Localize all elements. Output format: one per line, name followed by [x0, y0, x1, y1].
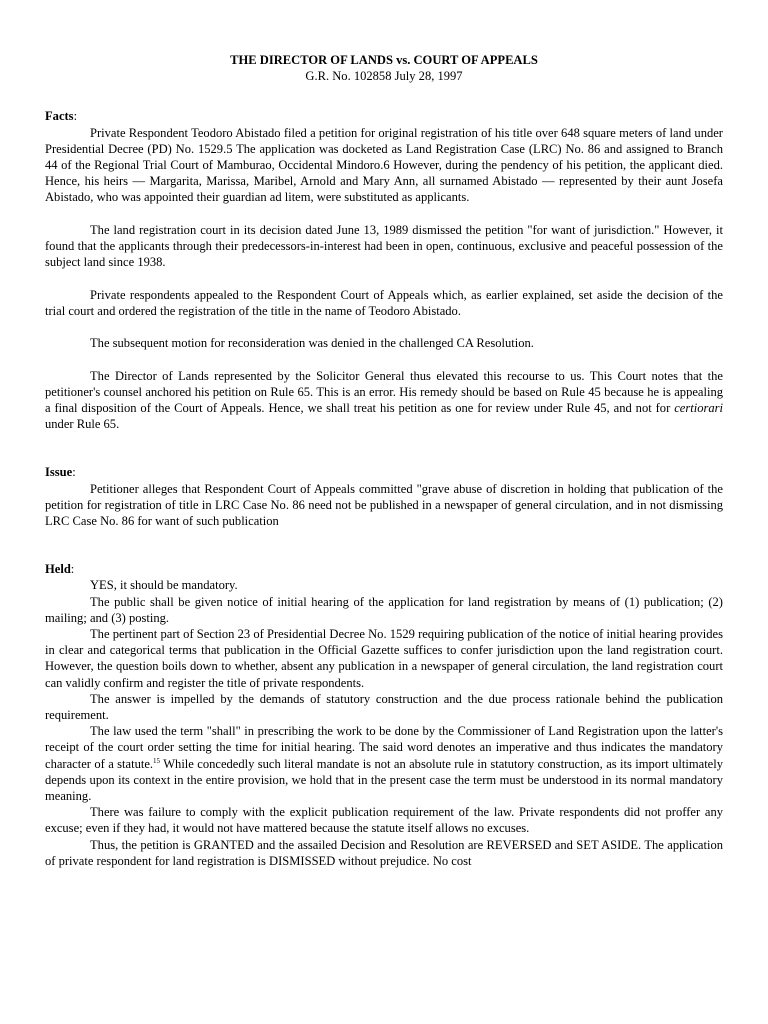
held-paragraph-5-text-a: The law used the term "shall" in prescribing the work to be done by the Commissioner of Land Registration upon the latter's receipt of the court order setting the time for initial hearing. The said word denotes an imperative and thus indicates the mandatory character of a statute. — [45, 724, 723, 771]
held-section — [45, 561, 723, 869]
facts-heading — [45, 108, 723, 124]
facts-paragraph-5 — [45, 368, 723, 433]
held-heading-label: Held — [45, 562, 71, 577]
issue-section — [45, 464, 723, 529]
facts-paragraph-1: Private Respondent Teodoro Abistado filed a petition for original registration of his title over 648 square meters of land under Presidential Decree (PD) No. 1529.5 The application was docketed as Land Registration Case (LRC) No. 86 and assigned to Branch 44 of the Regional Trial Court of Mamburao, Occidental Mindoro.6 However, during the pendency of his petition, the applicant died. Hence, his heirs — Margarita, Marissa, Maribel, Arnold and Mary Ann, all surnamed Abistado — represented by their aunt Josefa Abistado, who was appointed their guardian ad litem, were substituted as applicants. — [45, 125, 723, 205]
held-paragraph-5-text-b: While concededly such literal mandate is not an absolute rule in statutory construction, as its import ultimately depends upon its context in the entire provision, we hold that in the present case the term must be understood in its normal mandatory meaning. — [45, 756, 724, 804]
issue-heading-label: Issue — [45, 465, 73, 480]
issue-heading-colon: : — [72, 465, 76, 480]
facts-heading-label: Facts — [45, 109, 74, 124]
facts-paragraph-5-text-b: under Rule 65. — [45, 417, 120, 432]
held-paragraph-1: YES, it should be mandatory. — [90, 578, 238, 593]
held-paragraph-3: The pertinent part of Section 23 of Presidential Decree No. 1529 requiring publication of the notice of initial hearing provides in clear and categorical terms that publication in the Official Gazette suffices to confer jurisdiction upon the land registration court. However, the question boils down to whether, absent any publication in a newspaper of general circulation, the land registration court can validly confirm and register the title of private respondents. — [45, 627, 723, 690]
held-paragraph-2: The public shall be given notice of initial hearing of the application for land registration by means of (1) publication; (2) mailing; and (3) posting. — [45, 594, 723, 625]
held-heading-colon: : — [70, 562, 75, 577]
held-paragraph-7: Thus, the petition is GRANTED and the assailed Decision and Resolution are REVERSED and SET ASIDE. The application of private respondent for land registration is DISMISSED without prejudice. No cost — [45, 837, 723, 868]
facts-heading-colon: : — [73, 109, 78, 124]
facts-paragraph-2: The land registration court in its decision dated June 13, 1989 dismissed the petition "for want of jurisdiction." However, it found that the applicants through their predecessors-in-interest had been in open, continuous, exclusive and peaceful possession of the subject land since 1938. — [45, 222, 723, 270]
issue-heading — [45, 464, 723, 480]
facts-paragraph-3: Private respondents appealed to the Respondent Court of Appeals which, as earlier explained, set aside the decision of the trial court and ordered the registration of the title in the name of Teodoro Abistado. — [45, 287, 723, 318]
facts-paragraph-4: The subsequent motion for reconsideration was denied in the challenged CA Resolution. — [90, 336, 534, 351]
held-paragraph-5 — [45, 723, 723, 804]
held-paragraph-4: The answer is impelled by the demands of statutory construction and the due process rationale behind the publication requirement. — [45, 691, 723, 723]
document-title: THE DIRECTOR OF LANDS vs. COURT OF APPEALS — [230, 53, 538, 67]
document-page — [45, 52, 723, 869]
case-citation: G.R. No. 102858 July 28, 1997 — [305, 69, 463, 84]
footnote-marker: 15 — [153, 756, 161, 765]
issue-paragraph-1: Petitioner alleges that Respondent Court of Appeals committed "grave abuse of discretion in holding that publication of the petition for registration of title in LRC Case No. 86 need not be published in a newspaper of general circulation, and in not dismissing LRC Case No. 86 for want of such publication — [45, 481, 723, 529]
held-heading — [45, 561, 723, 577]
facts-paragraph-5-text-a: The Director of Lands represented by the Solicitor General thus elevated this recourse to us. This Court notes that the petitioner's counsel anchored his petition on Rule 65. This is an error. His remedy should be based on Rule 45 because he is appealing a final disposition of the Court of Appeals. Hence, we shall treat his petition as one for review under Rule 45, and not for — [45, 368, 723, 415]
facts-section — [45, 108, 723, 432]
certiorari-term: certiorari — [674, 401, 723, 415]
held-paragraph-6: There was failure to comply with the explicit publication requirement of the law. Private respondents did not proffer any excuse; even if they had, it would not have mattered because the statute itself allows no excuses. — [45, 805, 723, 836]
